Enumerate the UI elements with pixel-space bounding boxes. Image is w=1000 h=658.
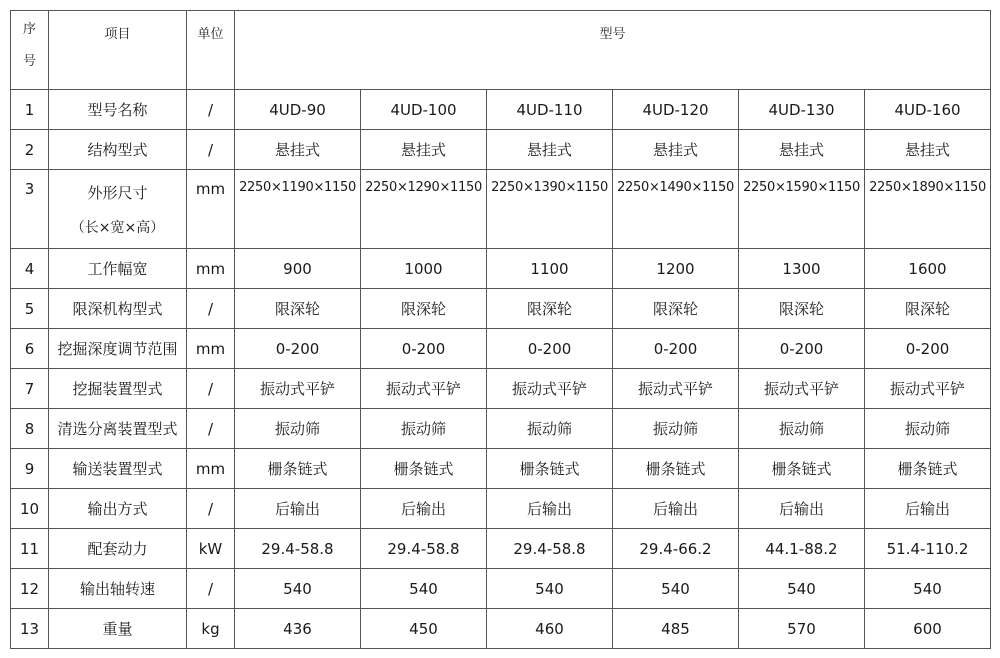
row-value-4ud-110: 1100 (487, 249, 613, 289)
row-value-4ud-160: 0-200 (865, 329, 991, 369)
table-row (11, 449, 991, 489)
row-value-4ud-130: 1300 (739, 249, 865, 289)
row-value-4ud-100: 振动式平铲 (361, 369, 487, 409)
row-item (49, 170, 187, 249)
row-value-4ud-160: 600 (865, 609, 991, 649)
row-value-4ud-120: 栅条链式 (613, 449, 739, 489)
header-unit: 单位 (187, 11, 235, 90)
row-unit: / (187, 409, 235, 449)
row-value-4ud-160: 限深轮 (865, 289, 991, 329)
row-seq: 9 (11, 449, 49, 489)
row-unit: kW (187, 529, 235, 569)
row-value-4ud-160: 1600 (865, 249, 991, 289)
row-seq: 12 (11, 569, 49, 609)
row-value-4ud-90: 悬挂式 (235, 130, 361, 170)
table-row (11, 90, 991, 130)
row-value-4ud-160: 栅条链式 (865, 449, 991, 489)
row-value-4ud-100: 450 (361, 609, 487, 649)
row-item: 工作幅宽 (49, 249, 187, 289)
row-item: 型号名称 (49, 90, 187, 130)
row-seq: 11 (11, 529, 49, 569)
row-value-4ud-90: 29.4-58.8 (235, 529, 361, 569)
row-item: 输出轴转速 (49, 569, 187, 609)
row-value-4ud-90: 振动筛 (235, 409, 361, 449)
row-item-sub: （长×宽×高） (70, 219, 165, 236)
row-unit: / (187, 130, 235, 170)
row-value-4ud-160: 540 (865, 569, 991, 609)
row-value-4ud-160: 4UD-160 (865, 90, 991, 130)
row-value-4ud-110: 后输出 (487, 489, 613, 529)
row-unit: / (187, 369, 235, 409)
row-item: 挖掘装置型式 (49, 369, 187, 409)
row-value-4ud-130: 540 (739, 569, 865, 609)
row-value-4ud-100: 悬挂式 (361, 130, 487, 170)
row-value-4ud-100: 2250×1290×1150 (361, 170, 487, 249)
row-item: 限深机构型式 (49, 289, 187, 329)
row-value-4ud-130: 悬挂式 (739, 130, 865, 170)
row-value-4ud-120: 振动筛 (613, 409, 739, 449)
row-value-4ud-130: 4UD-130 (739, 90, 865, 130)
row-value-4ud-100: 限深轮 (361, 289, 487, 329)
row-value-4ud-110: 540 (487, 569, 613, 609)
row-item: 重量 (49, 609, 187, 649)
table-row (11, 409, 991, 449)
table-row (11, 489, 991, 529)
row-value-4ud-120: 485 (613, 609, 739, 649)
row-value-4ud-160: 振动筛 (865, 409, 991, 449)
table-row (11, 329, 991, 369)
row-value-4ud-120: 2250×1490×1150 (613, 170, 739, 249)
row-value-4ud-110: 29.4-58.8 (487, 529, 613, 569)
row-seq: 5 (11, 289, 49, 329)
row-value-4ud-100: 29.4-58.8 (361, 529, 487, 569)
header-seq (11, 11, 49, 90)
row-unit: mm (187, 329, 235, 369)
row-value-4ud-100: 1000 (361, 249, 487, 289)
row-seq: 1 (11, 90, 49, 130)
row-value-4ud-160: 振动式平铲 (865, 369, 991, 409)
table-row (11, 289, 991, 329)
row-value-4ud-110: 2250×1390×1150 (487, 170, 613, 249)
row-value-4ud-130: 2250×1590×1150 (739, 170, 865, 249)
row-seq: 8 (11, 409, 49, 449)
row-value-4ud-110: 振动筛 (487, 409, 613, 449)
row-value-4ud-90: 436 (235, 609, 361, 649)
row-value-4ud-90: 限深轮 (235, 289, 361, 329)
table-row (11, 609, 991, 649)
row-value-4ud-100: 振动筛 (361, 409, 487, 449)
row-unit: mm (187, 449, 235, 489)
row-value-4ud-130: 限深轮 (739, 289, 865, 329)
row-value-4ud-120: 4UD-120 (613, 90, 739, 130)
row-seq: 7 (11, 369, 49, 409)
row-item: 输出方式 (49, 489, 187, 529)
row-value-4ud-90: 振动式平铲 (235, 369, 361, 409)
row-item: 清选分离装置型式 (49, 409, 187, 449)
row-value-4ud-110: 振动式平铲 (487, 369, 613, 409)
row-value-4ud-120: 后输出 (613, 489, 739, 529)
row-unit: mm (187, 249, 235, 289)
row-item: 输送装置型式 (49, 449, 187, 489)
row-value-4ud-120: 限深轮 (613, 289, 739, 329)
row-value-4ud-160: 2250×1890×1150 (865, 170, 991, 249)
row-value-4ud-100: 4UD-100 (361, 90, 487, 130)
row-value-4ud-90: 0-200 (235, 329, 361, 369)
row-item: 配套动力 (49, 529, 187, 569)
row-value-4ud-160: 悬挂式 (865, 130, 991, 170)
row-value-4ud-110: 460 (487, 609, 613, 649)
row-unit: / (187, 489, 235, 529)
row-value-4ud-130: 振动式平铲 (739, 369, 865, 409)
row-value-4ud-130: 44.1-88.2 (739, 529, 865, 569)
row-value-4ud-130: 0-200 (739, 329, 865, 369)
row-value-4ud-120: 0-200 (613, 329, 739, 369)
row-value-4ud-110: 悬挂式 (487, 130, 613, 170)
table-row (11, 130, 991, 170)
row-value-4ud-90: 后输出 (235, 489, 361, 529)
row-value-4ud-120: 悬挂式 (613, 130, 739, 170)
row-seq: 6 (11, 329, 49, 369)
row-seq: 2 (11, 130, 49, 170)
row-seq: 4 (11, 249, 49, 289)
row-value-4ud-130: 后输出 (739, 489, 865, 529)
table-row (11, 249, 991, 289)
row-unit: kg (187, 609, 235, 649)
row-unit: / (187, 90, 235, 130)
header-seq-line2: 号 (22, 54, 36, 69)
row-value-4ud-90: 540 (235, 569, 361, 609)
header-seq-line1: 序 (22, 22, 36, 37)
row-seq: 10 (11, 489, 49, 529)
row-value-4ud-160: 后输出 (865, 489, 991, 529)
row-value-4ud-110: 栅条链式 (487, 449, 613, 489)
row-value-4ud-100: 0-200 (361, 329, 487, 369)
row-value-4ud-90: 栅条链式 (235, 449, 361, 489)
row-seq: 13 (11, 609, 49, 649)
row-value-4ud-100: 540 (361, 569, 487, 609)
spec-table (10, 10, 991, 649)
row-value-4ud-110: 0-200 (487, 329, 613, 369)
table-row (11, 569, 991, 609)
row-seq: 3 (11, 170, 49, 249)
row-value-4ud-120: 1200 (613, 249, 739, 289)
row-value-4ud-90: 900 (235, 249, 361, 289)
row-value-4ud-120: 振动式平铲 (613, 369, 739, 409)
row-value-4ud-160: 51.4-110.2 (865, 529, 991, 569)
row-unit: mm (187, 170, 235, 249)
table-row (11, 170, 991, 249)
table-row (11, 369, 991, 409)
row-value-4ud-100: 后输出 (361, 489, 487, 529)
row-value-4ud-110: 限深轮 (487, 289, 613, 329)
header-item: 项目 (49, 11, 187, 90)
row-value-4ud-110: 4UD-110 (487, 90, 613, 130)
row-item: 结构型式 (49, 130, 187, 170)
row-value-4ud-120: 29.4-66.2 (613, 529, 739, 569)
row-unit: / (187, 569, 235, 609)
row-item: 挖掘深度调节范围 (49, 329, 187, 369)
header-model: 型号 (235, 11, 991, 90)
row-value-4ud-130: 振动筛 (739, 409, 865, 449)
row-value-4ud-90: 4UD-90 (235, 90, 361, 130)
header-row (11, 11, 991, 90)
table-row (11, 529, 991, 569)
row-value-4ud-120: 540 (613, 569, 739, 609)
row-unit: / (187, 289, 235, 329)
row-value-4ud-90: 2250×1190×1150 (235, 170, 361, 249)
row-value-4ud-130: 570 (739, 609, 865, 649)
row-item-main: 外形尺寸 (87, 183, 148, 202)
row-value-4ud-130: 栅条链式 (739, 449, 865, 489)
row-value-4ud-100: 栅条链式 (361, 449, 487, 489)
